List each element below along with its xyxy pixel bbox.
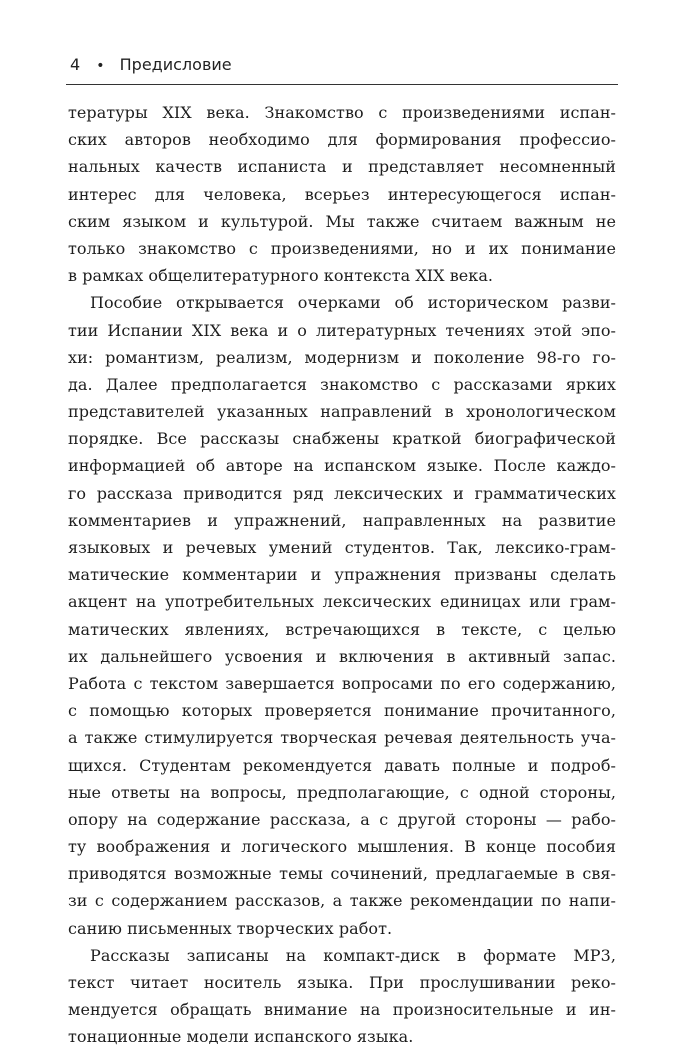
text-line: тии Испании XIX века и о литературных течениях этой эпо- (68, 320, 616, 340)
text-line: представителей указанных направлений в хронологическом (68, 402, 616, 422)
page-number: 4 (70, 55, 81, 74)
text-line: только знакомство с произведениями, но и их понимание (68, 238, 616, 258)
text-line: щихся. Студентам рекомендуется давать полные и подроб- (68, 755, 616, 775)
text-line: Рассказы записаны на компакт-диск в формате MP3, (90, 945, 616, 965)
text-line: акцент на употребительных лексических единицах или грам- (68, 592, 616, 612)
text-line: ских авторов необходимо для формирования профессио- (68, 130, 616, 150)
text-line: языковых и речевых умений студентов. Так, лексико-грам- (68, 538, 616, 557)
text-line: ные ответы на вопросы, предполагающие, с одной стороны, (68, 782, 616, 802)
text-line: текст читает носитель языка. При прослушивании реко- (68, 973, 616, 992)
text-line: тературы XIX века. Знакомство с произведениями испан- (68, 103, 616, 122)
text-line: в рамках общелитературного контекста XIX века. (68, 266, 494, 286)
running-header (70, 55, 615, 74)
text-line: мендуется обращать внимание на произносительные и ин- (68, 1000, 616, 1020)
body-text (68, 99, 616, 1051)
header-rule (66, 84, 618, 85)
text-line: интерес для человека, всерьез интересующегося испан- (68, 184, 616, 204)
text-line: ским языком и культурой. Мы также считаем важным не (68, 211, 616, 231)
paragraph (68, 289, 616, 942)
text-line: а также стимулируется творческая речевая деятельность уча- (68, 728, 616, 748)
text-line: ту воображения и логического мышления. В конце пособия (68, 837, 616, 857)
text-line: тонационные модели испанского языка. (68, 1027, 414, 1047)
text-line: Пособие открывается очерками об историческом разви- (90, 293, 616, 313)
text-line: санию письменных творческих работ. (68, 918, 393, 938)
header-separator: • (96, 58, 105, 74)
text-line: го рассказа приводится ряд лексических и грамматических (68, 483, 616, 503)
section-title: Предисловие (119, 55, 232, 74)
text-line: матических явлениях, встречающихся в тексте, с целью (68, 619, 616, 639)
text-line: порядке. Все рассказы снабжены краткой биографической (68, 429, 616, 449)
paragraph (68, 942, 616, 1051)
text-line: с помощью которых проверяется понимание прочитанного, (68, 701, 616, 721)
text-line: да. Далее предполагается знакомство с рассказами ярких (68, 374, 616, 394)
text-line: зи с содержанием рассказов, а также рекомендации по напи- (68, 891, 616, 911)
text-line: хи: романтизм, реализм, модернизм и поколение 98-го го- (68, 347, 616, 367)
text-line: нальных качеств испаниста и представляет несомненный (68, 157, 616, 177)
text-line: комментариев и упражнений, направленных на развитие (68, 510, 616, 530)
text-line: Работа с текстом завершается вопросами по его содержанию, (68, 673, 616, 693)
text-line: информацией об авторе на испанском языке. После каждо- (68, 456, 616, 476)
text-line: опору на содержание рассказа, а с другой стороны — рабо- (68, 809, 616, 829)
text-line: приводятся возможные темы сочинений, предлагаемые в свя- (68, 864, 616, 884)
paragraph (68, 99, 616, 289)
text-line: их дальнейшего усвоения и включения в активный запас. (68, 646, 616, 666)
text-line: матические комментарии и упражнения призваны сделать (68, 565, 616, 585)
